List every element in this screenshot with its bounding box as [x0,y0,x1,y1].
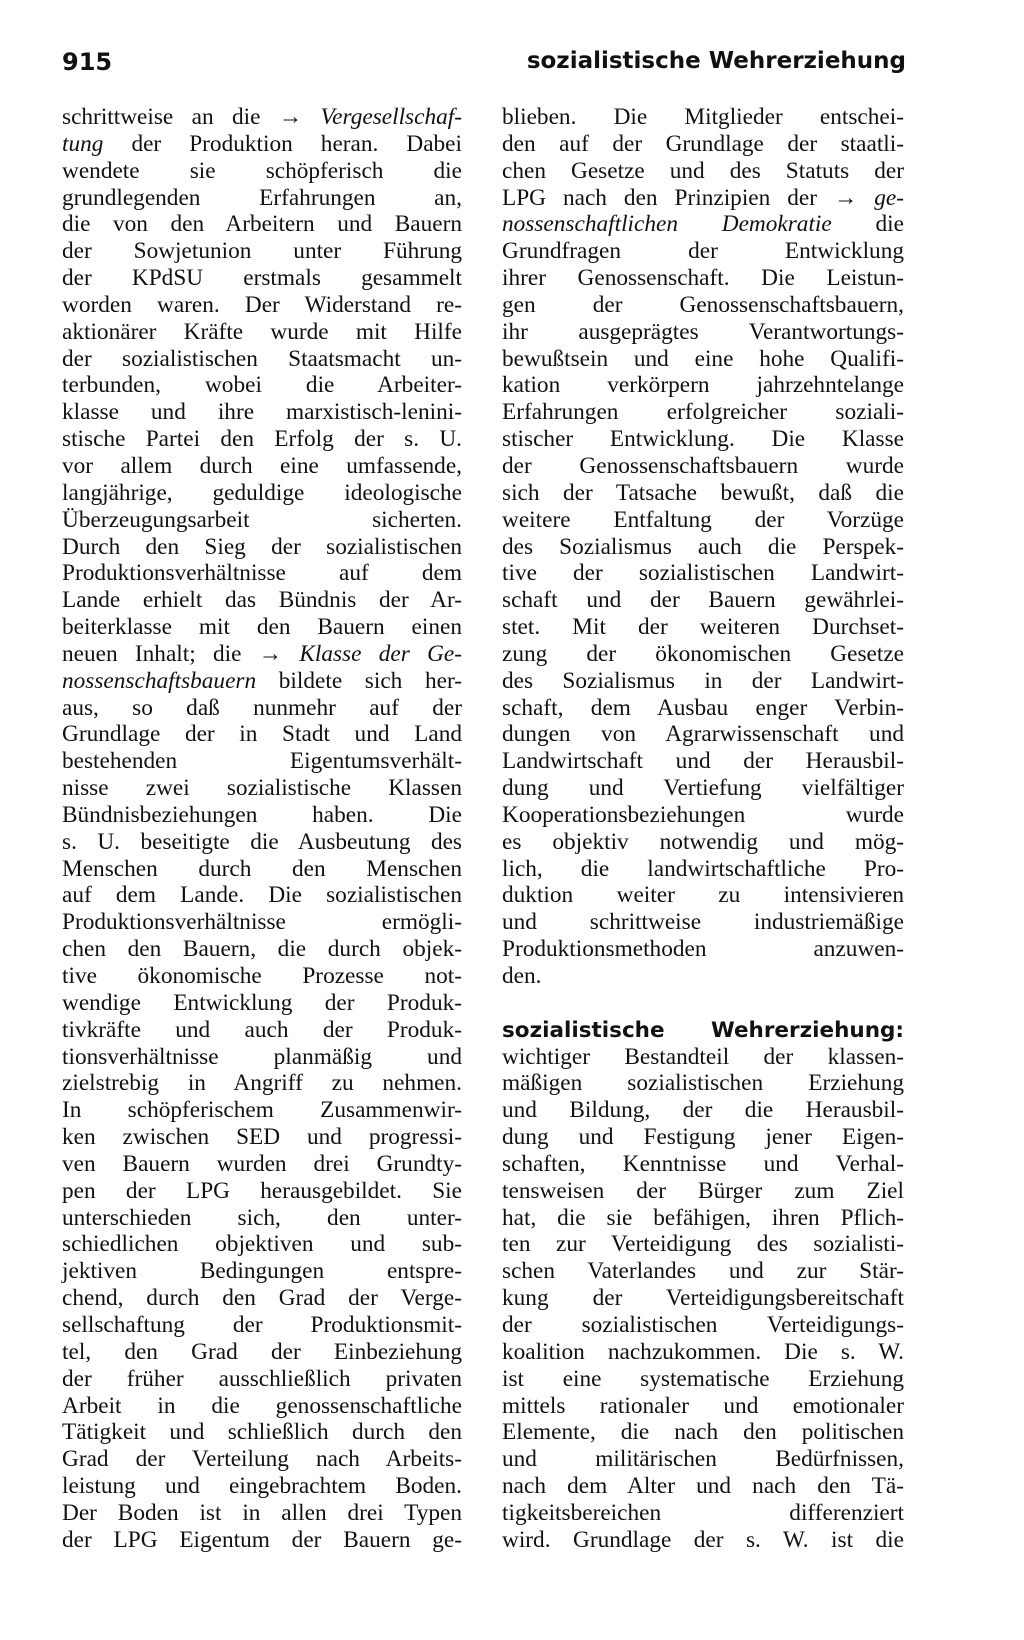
text-line [502,265,904,292]
text-run: der sozialistischen Verteidigungs- [502,1311,904,1338]
text-line [502,158,904,185]
text-run: aktionärer Kräfte wurde mit Hilfe [62,318,462,345]
text-run: ven Bauern wurden drei Grundty- [62,1150,462,1177]
text-line [502,292,904,319]
text-line [502,104,904,131]
text-run: und militärischen Bedürfnissen, [502,1446,904,1473]
text-line [502,560,904,587]
text-run: hat, die sie befähigen, ihren Pflich- [502,1204,904,1231]
text-line [62,909,462,936]
left-column [62,104,462,1554]
text-run: Kooperationsbeziehungen wurde [502,801,904,828]
cross-reference: Klasse der Ge- [299,640,462,667]
text-line [502,1500,904,1527]
text-run: nach dem Alter und nach den Tä- [502,1473,904,1500]
cross-reference: nossenschaftlichen Demokratie [502,211,832,238]
text-line [502,1393,904,1420]
text-run: Grundlage der in Stadt und Land [62,721,462,748]
text-run: Erfahrungen erfolgreicher soziali- [502,399,904,426]
text-run: sich der Tatsache bewußt, daß die [502,479,904,506]
text-line [62,507,462,534]
text-run: chend, durch den Grad der Verge- [62,1285,462,1312]
text-run: Arbeit in die genossenschaftliche [62,1392,462,1419]
text-line [502,1070,904,1097]
text-line [502,856,904,883]
text-run: neuen Inhalt; die → [62,640,300,667]
text-line [62,882,462,909]
text-run: der sozialistischen Staatsmacht un- [62,345,462,372]
text-line [62,1017,462,1044]
text-run: klasse und ihre marxistisch-lenini- [62,399,462,426]
text-run: Grad der Verteilung nach Arbeits- [62,1446,462,1473]
entry-spacer [502,990,904,1017]
text-run: wird. Grundlage der s. W. ist die [502,1526,904,1553]
continued-entry-text [502,104,904,990]
text-run: schaft, dem Ausbau enger Verbin- [502,694,904,721]
text-line [62,936,462,963]
text-run: wendete sie schöpferisch die [62,157,462,184]
text-run: schaften, Kenntnisse und Verhal- [502,1150,904,1177]
running-head: sozialistische Wehrerziehung [526,48,906,74]
text-line [502,802,904,829]
text-run: worden waren. Der Widerstand re- [62,291,462,318]
text-line [502,829,904,856]
text-line [62,319,462,346]
text-line [62,614,462,641]
text-line [62,1339,462,1366]
text-line [502,1446,904,1473]
text-line [502,211,904,238]
entry-body-text [502,1044,904,1554]
text-line [62,1366,462,1393]
text-line [502,775,904,802]
text-line [62,1178,462,1205]
text-run: schiedlichen objektiven und sub- [62,1231,462,1258]
text-line [502,131,904,158]
text-run: chen den Bauern, die durch objek- [62,936,462,963]
text-line [502,748,904,775]
text-run: Lande erhielt das Bündnis der Ar- [62,587,462,614]
text-run: langjährige, geduldige ideologische [62,479,462,506]
text-line [62,292,462,319]
text-run: tel, den Grad der Einbeziehung [62,1338,462,1365]
text-run: lich, die landwirtschaftliche Pro- [502,855,904,882]
text-line [502,1527,904,1554]
text-line [502,587,904,614]
text-run: tive ökonomische Prozesse not- [62,963,462,989]
text-run: Grundfragen der Entwicklung [502,238,904,265]
text-run: Menschen durch den Menschen [62,855,462,882]
text-run: In schöpferischem Zusammenwir- [62,1097,462,1124]
text-run: schrittweise an die → [62,104,321,130]
text-line [62,1124,462,1151]
text-line [502,1124,904,1151]
text-line [62,1393,462,1420]
text-line [62,1527,462,1554]
text-line [502,614,904,641]
text-run: der KPdSU erstmals gesammelt [62,265,462,292]
text-run: der Sowjetunion unter Führung [62,238,462,265]
text-run: ken zwischen SED und progressi- [62,1124,462,1151]
text-run: weitere Entfaltung der Vorzüge [502,506,904,533]
entry-headword: sozialistische Wehrerziehung: [502,1017,904,1043]
text-line [62,641,462,668]
text-run: schaft und der Bauern gewährlei- [502,587,904,614]
text-run: nisse zwei sozialistische Klassen [62,775,462,802]
text-run: Produktionsverhältnisse ermögli- [62,909,462,936]
text-run: zung der ökonomischen Gesetze [502,640,904,667]
text-run: unterschieden sich, den unter- [62,1204,462,1231]
text-run: dung und Vertiefung vielfältiger [502,775,904,802]
text-run: Elemente, die nach den politischen [502,1419,904,1446]
text-line [62,560,462,587]
text-line [62,1419,462,1446]
entry-headword-line [502,1017,904,1044]
text-line [502,936,904,963]
text-run: ihrer Genossenschaft. Die Leistun- [502,265,904,292]
text-line [502,534,904,561]
text-run: des Sozialismus auch die Perspek- [502,533,904,560]
text-run: der Genossenschaftsbauern wurde [502,452,904,479]
text-run: aus, so daß nunmehr auf der [62,694,462,721]
text-line [62,748,462,775]
text-line [62,963,462,990]
text-line [62,534,462,561]
text-line [502,882,904,909]
text-line [62,399,462,426]
text-run: und Bildung, der die Herausbil- [502,1097,904,1124]
cross-reference: tung [62,130,104,157]
text-run: Der Boden ist in allen drei Typen [62,1499,462,1526]
text-line [62,1285,462,1312]
text-run: jektiven Bedingungen entspre- [62,1258,462,1285]
text-run: tionsverhältnisse planmäßig und [62,1043,462,1070]
text-line [62,775,462,802]
text-line [502,668,904,695]
text-run: dung und Festigung jener Eigen- [502,1124,904,1151]
text-run: Bündnisbeziehungen haben. Die [62,801,462,828]
text-run: Überzeugungsarbeit sicherten. [62,506,462,533]
text-run: sellschaftung der Produktionsmit- [62,1311,462,1338]
text-run: grundlegenden Erfahrungen an, [62,184,462,211]
right-column [502,104,904,1554]
text-line [502,480,904,507]
text-run: leistung und eingebrachtem Boden. [62,1473,462,1500]
text-run: wendige Entwicklung der Produk- [62,989,462,1016]
text-run: mäßigen sozialistischen Erziehung [502,1070,904,1097]
text-line [502,1178,904,1205]
text-line [62,158,462,185]
text-run: stische Partei den Erfolg der s. U. [62,426,462,453]
text-line [62,668,462,695]
text-run: ihr ausgeprägtes Verantwortungs- [502,318,904,345]
cross-reference: nossenschaftsbauern [62,667,257,694]
text-line [502,1231,904,1258]
text-line [502,1151,904,1178]
text-run: bildete sich her- [256,667,462,694]
text-line [62,1044,462,1071]
text-line [62,695,462,722]
text-run: beiterklasse mit den Bauern einen [62,614,462,641]
text-line [502,346,904,373]
text-run: den. [502,963,542,989]
text-line [502,695,904,722]
text-run: duktion weiter zu intensivieren [502,882,904,909]
text-run: bewußtsein und eine hohe Qualifi- [502,345,904,372]
text-line [62,829,462,856]
text-run: die [831,211,904,238]
text-line [62,1151,462,1178]
text-run: kation verkörpern jahrzehntelange [502,372,904,399]
text-run: zielstrebig in Angriff zu nehmen. [62,1070,462,1097]
text-run: auf dem Lande. Die sozialistischen [62,882,462,909]
text-run: des Sozialismus in der Landwirt- [502,667,904,694]
text-line [62,990,462,1017]
text-line [502,453,904,480]
text-line [62,453,462,480]
text-line [502,426,904,453]
text-line [62,131,462,158]
text-line [62,1205,462,1232]
text-line [502,721,904,748]
text-run: Landwirtschaft und der Herausbil- [502,748,904,775]
text-run: kung der Verteidigungsbereitschaft [502,1285,904,1312]
text-line [62,104,462,131]
text-run: koalition nachzukommen. Die s. W. [502,1338,904,1365]
text-line [62,372,462,399]
text-run: der Produktion heran. Dabei [103,130,462,157]
text-line [62,856,462,883]
text-line [62,1500,462,1527]
text-run: tive der sozialistischen Landwirt- [502,560,904,587]
text-run: wichtiger Bestandteil der klassen- [502,1043,904,1070]
text-line [62,211,462,238]
text-line [62,1097,462,1124]
text-run: stet. Mit der weiteren Durchset- [502,614,904,641]
text-line [502,1285,904,1312]
text-line [502,372,904,399]
text-run: gen der Genossenschaftsbauern, [502,291,904,318]
text-line [62,238,462,265]
cross-reference: Vergesellschaf- [320,104,462,130]
text-line [62,426,462,453]
text-line [502,1339,904,1366]
text-run: Durch den Sieg der sozialistischen [62,533,462,560]
text-run: blieben. Die Mitglieder entschei- [502,104,904,130]
text-run: Produktionsmethoden anzuwen- [502,936,904,963]
text-line [62,185,462,212]
text-line [502,399,904,426]
text-run: der LPG Eigentum der Bauern ge- [62,1526,462,1553]
text-run: es objektiv notwendig und mög- [502,828,904,855]
text-run: vor allem durch eine umfassende, [62,452,462,479]
text-line [502,319,904,346]
text-line [62,587,462,614]
text-line [62,480,462,507]
text-line [502,1044,904,1071]
text-line [62,1446,462,1473]
text-run: pen der LPG herausgebildet. Sie [62,1177,462,1204]
text-line [62,1231,462,1258]
text-run: und schrittweise industriemäßige [502,909,904,936]
text-run: ist eine systematische Erziehung [502,1365,904,1392]
text-line [502,909,904,936]
text-line [502,1366,904,1393]
text-run: Tätigkeit und schließlich durch den [62,1419,462,1446]
text-line [502,1097,904,1124]
page-number: 915 [62,48,113,76]
text-run: ten zur Verteidigung des sozialisti- [502,1231,904,1258]
text-run: bestehenden Eigentumsverhält- [62,748,462,775]
text-line [502,1419,904,1446]
text-line [62,265,462,292]
text-line [502,963,904,990]
text-line [502,1258,904,1285]
text-run: schen Vaterlandes und zur Stär- [502,1258,904,1285]
text-line [502,1473,904,1500]
text-line [62,721,462,748]
text-run: tensweisen der Bürger zum Ziel [502,1177,904,1204]
text-run: chen Gesetze und des Statuts der [502,157,904,184]
text-line [502,1312,904,1339]
text-line [62,802,462,829]
text-run: die von den Arbeitern und Bauern [62,211,462,238]
text-line [62,1312,462,1339]
text-line [502,507,904,534]
text-run: tivkräfte und auch der Produk- [62,1016,462,1043]
text-run: LPG nach den Prinzipien der → [502,184,875,211]
text-run: mittels rationaler und emotionaler [502,1392,904,1419]
text-run: Produktionsverhältnisse auf dem [62,560,462,587]
text-line [62,1258,462,1285]
text-run: terbunden, wobei die Arbeiter- [62,372,462,399]
text-run: den auf der Grundlage der staatli- [502,130,904,157]
text-line [502,185,904,212]
text-run: tigkeitsbereichen differenziert [502,1499,904,1526]
text-line [502,1205,904,1232]
text-line [62,1473,462,1500]
text-run: stischer Entwicklung. Die Klasse [502,426,904,453]
cross-reference: ge- [874,184,904,211]
text-line [502,238,904,265]
text-run: s. U. beseitigte die Ausbeutung des [62,828,462,855]
text-run: dungen von Agrarwissenschaft und [502,721,904,748]
text-line [62,1070,462,1097]
text-line [62,346,462,373]
text-run: der früher ausschließlich privaten [62,1365,462,1392]
text-line [502,641,904,668]
